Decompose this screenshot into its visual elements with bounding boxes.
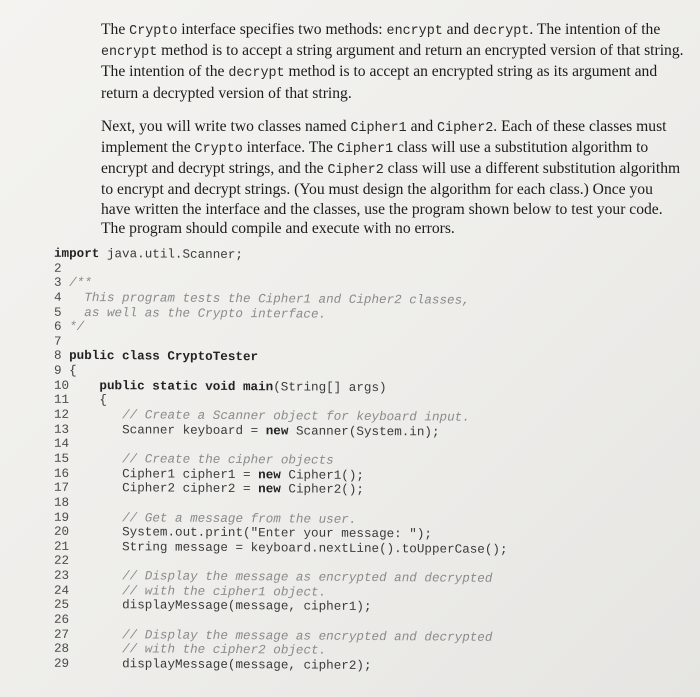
code-token-comment: as well as the Crypto interface. bbox=[84, 305, 327, 322]
line-number: 3 bbox=[54, 276, 62, 291]
inline-code-term: decrypt bbox=[228, 66, 285, 82]
text-span: and bbox=[406, 117, 438, 135]
text-span: . Each of these classes must implement the bbox=[101, 117, 667, 157]
inline-code-term: Crypto bbox=[194, 142, 243, 158]
code-token-plain: displayMessage(message, cipher2); bbox=[122, 657, 372, 673]
code-line bbox=[54, 657, 694, 676]
text-span: method is to accept an encrypted string as its argument and return a decrypted version of that string. bbox=[101, 63, 658, 102]
code-token-comment: // Get a message from the user. bbox=[122, 510, 357, 527]
code-token-plain: System.out.print( bbox=[122, 525, 251, 541]
paragraph-crypto-interface bbox=[101, 20, 686, 103]
code-token-plain: ); bbox=[416, 527, 432, 542]
code-token-kw: public static void bbox=[99, 378, 243, 394]
code-token-comment: // Display the message as encrypted and decrypted bbox=[122, 627, 493, 645]
code-token-plain: Cipher1(); bbox=[280, 467, 364, 483]
code-token-comment: */ bbox=[69, 320, 85, 335]
inline-code-term: Cipher2 bbox=[437, 120, 494, 136]
line-number: 23 bbox=[54, 568, 70, 583]
code-token-comment: // Create the cipher objects bbox=[122, 452, 334, 468]
code-token-comment: /** bbox=[69, 276, 92, 291]
code-token-kw: new bbox=[265, 423, 289, 439]
line-number: 12 bbox=[54, 407, 70, 422]
code-token-comment: // Display the message as encrypted and decrypted bbox=[122, 569, 493, 586]
line-number: 5 bbox=[54, 305, 62, 320]
line-number: 17 bbox=[54, 481, 70, 496]
line-number: 24 bbox=[54, 583, 70, 598]
line-number: 20 bbox=[54, 524, 70, 540]
code-token-plain: { bbox=[69, 363, 77, 379]
code-token-kw: main bbox=[242, 379, 274, 395]
line-number: 14 bbox=[54, 437, 70, 452]
inline-code-term: Cipher2 bbox=[327, 163, 384, 179]
code-listing bbox=[54, 247, 694, 676]
inline-code-term: encrypt bbox=[386, 24, 443, 39]
code-token-plain: Scanner(System.in); bbox=[288, 424, 440, 440]
line-number: 18 bbox=[54, 495, 70, 510]
line-number: 9 bbox=[54, 363, 62, 378]
line-number: 7 bbox=[54, 334, 62, 349]
code-token-comment: This program tests the Cipher1 and Cipher2 classes, bbox=[84, 290, 470, 308]
code-token-kw: new bbox=[258, 482, 281, 497]
line-number: 21 bbox=[54, 539, 70, 554]
code-token-plain: Cipher2(); bbox=[280, 482, 364, 498]
line-number: 16 bbox=[54, 466, 70, 481]
code-token-plain: Cipher2 cipher2 = bbox=[122, 481, 259, 497]
assignment-instructions bbox=[101, 20, 686, 252]
text-span: class will use a different substitution algorithm to encrypt and decrypt strings. (You must design the algorithm for each class.) Once you have written the interface and the classes, use the program shown below to test your code. The program should compile and execute with no errors. bbox=[101, 160, 681, 237]
code-token-plain: (String[] args) bbox=[273, 380, 387, 395]
code-token-kw: import bbox=[54, 246, 100, 262]
line-number: 10 bbox=[54, 378, 70, 393]
line-number: 15 bbox=[54, 451, 70, 466]
code-token-kw: public class CryptoTester bbox=[69, 349, 259, 365]
line-number: 28 bbox=[54, 642, 70, 657]
line-number: 11 bbox=[54, 393, 70, 408]
code-token-comment: // with the cipher2 object. bbox=[122, 642, 327, 658]
line-number: 19 bbox=[54, 510, 70, 525]
line-number: 13 bbox=[54, 422, 70, 437]
code-token-plain: Scanner keyboard = bbox=[122, 422, 266, 438]
code-token-kw: new bbox=[258, 467, 281, 482]
paragraph-cipher-classes bbox=[101, 117, 686, 238]
line-number: 22 bbox=[54, 554, 70, 569]
text-span: The bbox=[101, 21, 130, 38]
code-token-comment: // with the cipher1 object. bbox=[122, 583, 327, 600]
text-span: method is to accept a string argument and return an encrypted version of that string. The intention of the bbox=[101, 42, 684, 81]
text-span: . The intention of the bbox=[529, 21, 661, 38]
text-span: Next, you will write two classes named bbox=[101, 117, 351, 135]
inline-code-term: decrypt bbox=[473, 24, 530, 39]
text-span: and bbox=[442, 21, 474, 38]
code-token-str: "Enter your message: " bbox=[250, 526, 417, 542]
inline-code-term: Cipher1 bbox=[350, 120, 407, 136]
inline-code-term: Crypto bbox=[129, 24, 178, 39]
text-span: class will use a substitution algorithm to encrypt and decrypt strings, and the bbox=[101, 139, 649, 178]
text-span: interface specifies two methods: bbox=[177, 21, 387, 38]
code-token-plain: java.util.Scanner; bbox=[99, 247, 243, 263]
line-number: 6 bbox=[54, 319, 62, 335]
line-number: 2 bbox=[54, 261, 62, 276]
line-number: 27 bbox=[54, 627, 70, 642]
line-number: 29 bbox=[54, 656, 70, 671]
inline-code-term: Cipher1 bbox=[336, 142, 394, 158]
line-number: 25 bbox=[54, 598, 70, 613]
code-token-plain: Cipher1 cipher1 = bbox=[122, 466, 259, 482]
code-token-plain: displayMessage(message, cipher1); bbox=[122, 598, 372, 615]
code-token-plain: String message = keyboard.nextLine().toUpperCase(); bbox=[122, 540, 508, 557]
line-number: 26 bbox=[54, 612, 70, 627]
code-token-comment: // Create a Scanner object for keyboard input. bbox=[122, 408, 470, 425]
text-span: interface. The bbox=[242, 139, 337, 157]
line-number: 4 bbox=[54, 290, 62, 305]
inline-code-term: encrypt bbox=[101, 45, 158, 61]
line-number: 8 bbox=[54, 349, 62, 364]
code-token-plain: { bbox=[99, 393, 107, 408]
